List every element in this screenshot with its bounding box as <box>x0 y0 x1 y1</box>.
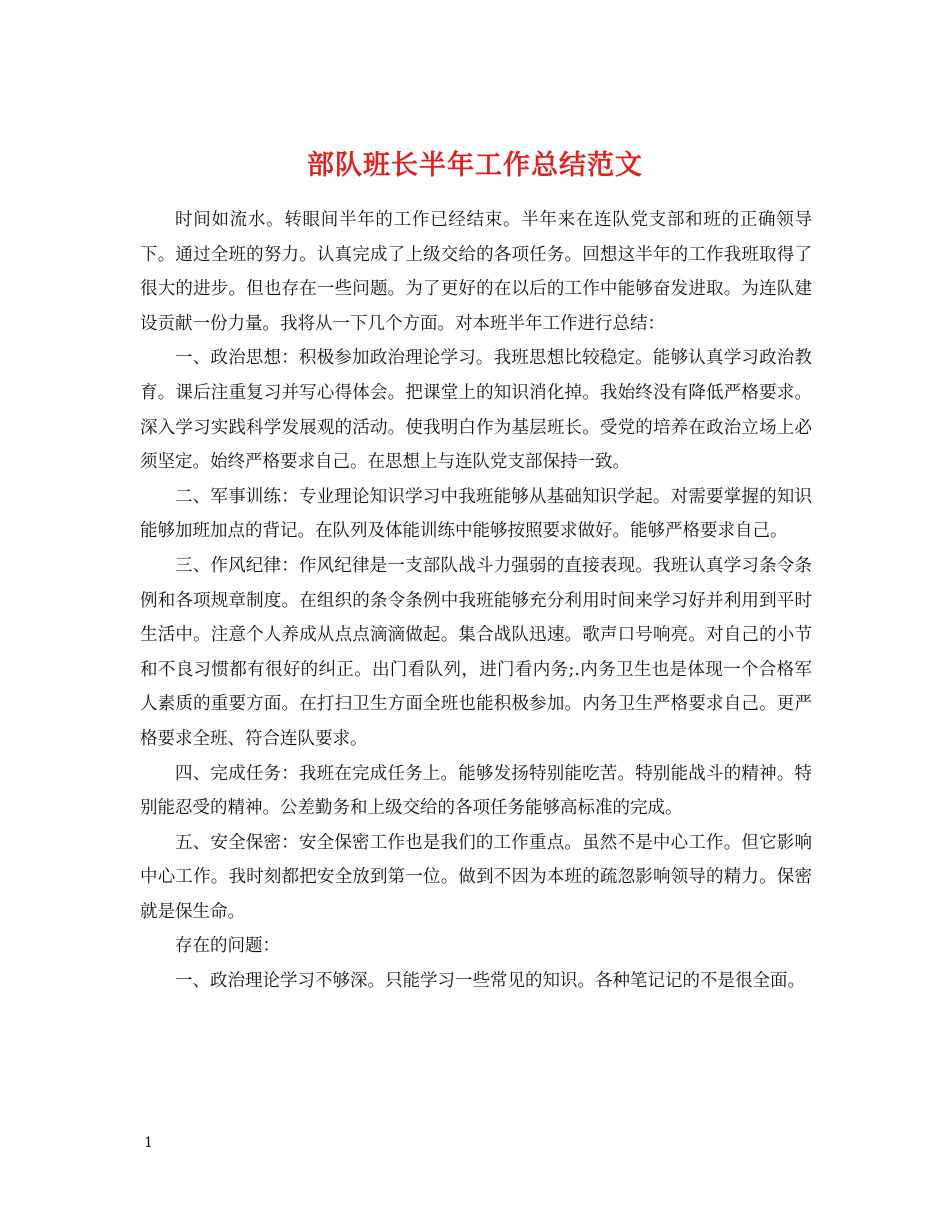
paragraph-task-completion: 四、完成任务：我班在完成任务上。能够发扬特别能吃苦。特别能战斗的精神。特别能忍受的精神。公差勤务和上级交给的各项任务能够高标准的完成。 <box>140 763 812 819</box>
page-number: 1 <box>144 1135 153 1151</box>
paragraph-discipline: 三、作风纪律：作风纪律是一支部队战斗力强弱的直接表现。我班认真学习条令条例和各项规章制度。在组织的条令条例中我班能够充分利用时间来学习好并利用到平时生活中。注意个人养成从点点滴滴做起。集合战队迅速。歌声口号响亮。对自己的小节和不良习惯都有很好的纠正。出门看队列，进门看内务;.内务卫生也是体现一个合格军人素质的重要方面。在打扫卫生方面全班也能积极参加。内务卫生严格要求自己。更严格要求全班、符合连队要求。 <box>140 555 812 749</box>
paragraph-problems-heading: 存在的问题： <box>175 936 280 957</box>
paragraph-intro: 时间如流水。转眼间半年的工作已经结束。半年来在连队党支部和班的正确领导下。通过全班的努力。认真完成了上级交给的各项任务。回想这半年的工作我班取得了很大的进步。但也存在一些问题。为了更好的在以后的工作中能够奋发进取。为连队建设贡献一份力量。我将从一下几个方面。对本班半年工作进行总结： <box>140 210 812 334</box>
paragraph-military-training: 二、军事训练：专业理论知识学习中我班能够从基础知识学起。对需要掌握的知识能够加班加点的背记。在队列及体能训练中能够按照要求做好。能够严格要求自己。 <box>140 486 812 542</box>
document-title: 部队班长半年工作总结范文 <box>307 150 643 182</box>
paragraph-political-thought: 一、政治思想：积极参加政治理论学习。我班思想比较稳定。能够认真学习政治教育。课后注重复习并写心得体会。把课堂上的知识消化掉。我始终没有降低严格要求。深入学习实践科学发展观的活动。使我明白作为基层班长。受党的培养在政治立场上必须坚定。始终严格要求自己。在思想上与连队党支部保持一致。 <box>140 348 812 473</box>
paragraph-security: 五、安全保密：安全保密工作也是我们的工作重点。虽然不是中心工作。但它影响中心工作。我时刻都把安全放到第一位。做到不因为本班的疏忽影响领导的精力。保密就是保生命。 <box>140 832 812 922</box>
paragraph-problem-one: 一、政治理论学习不够深。只能学习一些常见的知识。各种笔记记的不是很全面。 <box>175 971 805 992</box>
document-body <box>140 203 812 999</box>
